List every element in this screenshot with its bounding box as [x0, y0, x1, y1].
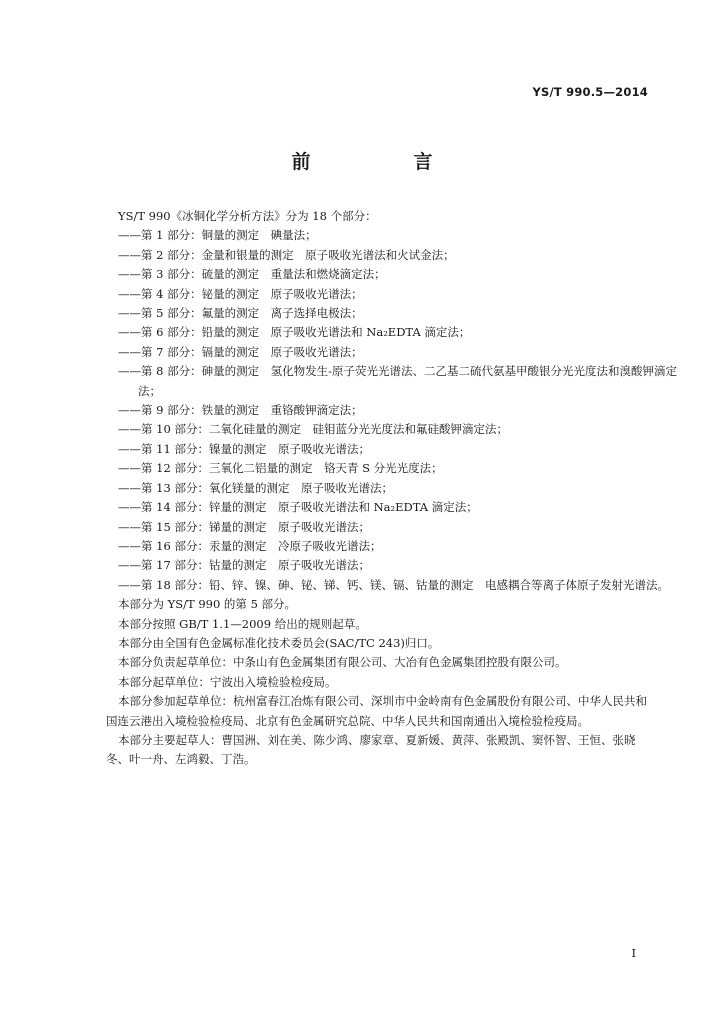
list-item: ——第 18 部分：铅、锌、镍、砷、铋、锑、钙、镁、镉、钴量的测定 电感耦合等离子体原子发射光谱法。 — [118, 577, 669, 592]
paragraph-drafting-rules: 本部分按照 GB/T 1.1—2009 给出的规则起草。 — [118, 616, 367, 631]
list-item: ——第 1 部分：铜量的测定 碘量法； — [118, 228, 317, 243]
page-number: I — [631, 946, 636, 960]
page-title: 前 言 — [291, 151, 475, 173]
list-item: ——第 17 部分：钴量的测定 原子吸收光谱法； — [118, 558, 370, 573]
list-item: ——第 5 部分：氟量的测定 离子选择电极法； — [118, 306, 363, 321]
paragraph-responsible-units: 本部分负责起草单位：中条山有色金属集团有限公司、大冶有色金属集团控股有限公司。 — [118, 655, 567, 670]
paragraph-participating-units: 本部分参加起草单位：杭州富春江冶炼有限公司、深圳市中金岭南有色金属股份有限公司、中华人民共和国连云港出入境检验检疫局、北京有色金属研究总院、中华人民共和国南通出入境检验检疫局。 — [106, 694, 647, 728]
intro-line: YS/T 990《冰铜化学分析方法》分为 18 个部分： — [118, 209, 377, 223]
list-item: ——第 16 部分：汞量的测定 冷原子吸收光谱法； — [118, 538, 382, 553]
list-item: ——第 3 部分：硫量的测定 重量法和燃烧滴定法； — [118, 267, 386, 282]
list-item: ——第 14 部分：锌量的测定 原子吸收光谱法和 Na₂EDTA 滴定法； — [118, 500, 478, 515]
list-item: ——第 9 部分：铁量的测定 重铬酸钾滴定法； — [118, 403, 363, 418]
list-item: ——第 11 部分：镍量的测定 原子吸收光谱法； — [118, 441, 370, 456]
list-item: ——第 13 部分：氧化镁量的测定 原子吸收光谱法； — [118, 480, 393, 495]
list-item: ——第 6 部分：铅量的测定 原子吸收光谱法和 Na₂EDTA 滴定法； — [118, 325, 471, 340]
paragraph-main-drafters: 本部分主要起草人：曹国洲、刘在美、陈少鸿、廖家章、夏新媛、黄萍、张殿凯、窦怀智、王恒、张晓冬、叶一舟、左鸿毅、丁浩。 — [106, 732, 636, 767]
list-item: ——第 2 部分：金量和银量的测定 原子吸收光谱法和火试金法； — [118, 247, 455, 262]
list-item: ——第 7 部分：镉量的测定 原子吸收光谱法； — [118, 344, 363, 359]
list-item: ——第 12 部分：三氧化二铝量的测定 铬天青 S 分光光度法； — [118, 461, 443, 476]
list-item: ——第 10 部分：二氧化硅量的测定 硅钼蓝分光光度法和氟硅酸钾滴定法； — [118, 422, 508, 437]
paragraph-committee: 本部分由全国有色金属标准化技术委员会(SAC/TC 243)归口。 — [118, 635, 440, 650]
standard-number: YS/T 990.5—2014 — [532, 85, 648, 99]
list-item: ——第 15 部分：锑量的测定 原子吸收光谱法； — [118, 519, 370, 534]
foreword-body — [106, 207, 678, 770]
paragraph-drafting-unit: 本部分起草单位：宁波出入境检验检疫局。 — [118, 674, 337, 689]
paragraph-part-statement: 本部分为 YS/T 990 的第 5 部分。 — [118, 597, 297, 612]
list-item: ——第 8 部分：砷量的测定 氢化物发生-原子荧光光谱法、二乙基二硫代氨基甲酸银分光光度法和溴酸钾滴定法； — [118, 364, 678, 398]
parts-list — [118, 226, 678, 595]
list-item: ——第 4 部分：铋量的测定 原子吸收光谱法； — [118, 286, 363, 301]
